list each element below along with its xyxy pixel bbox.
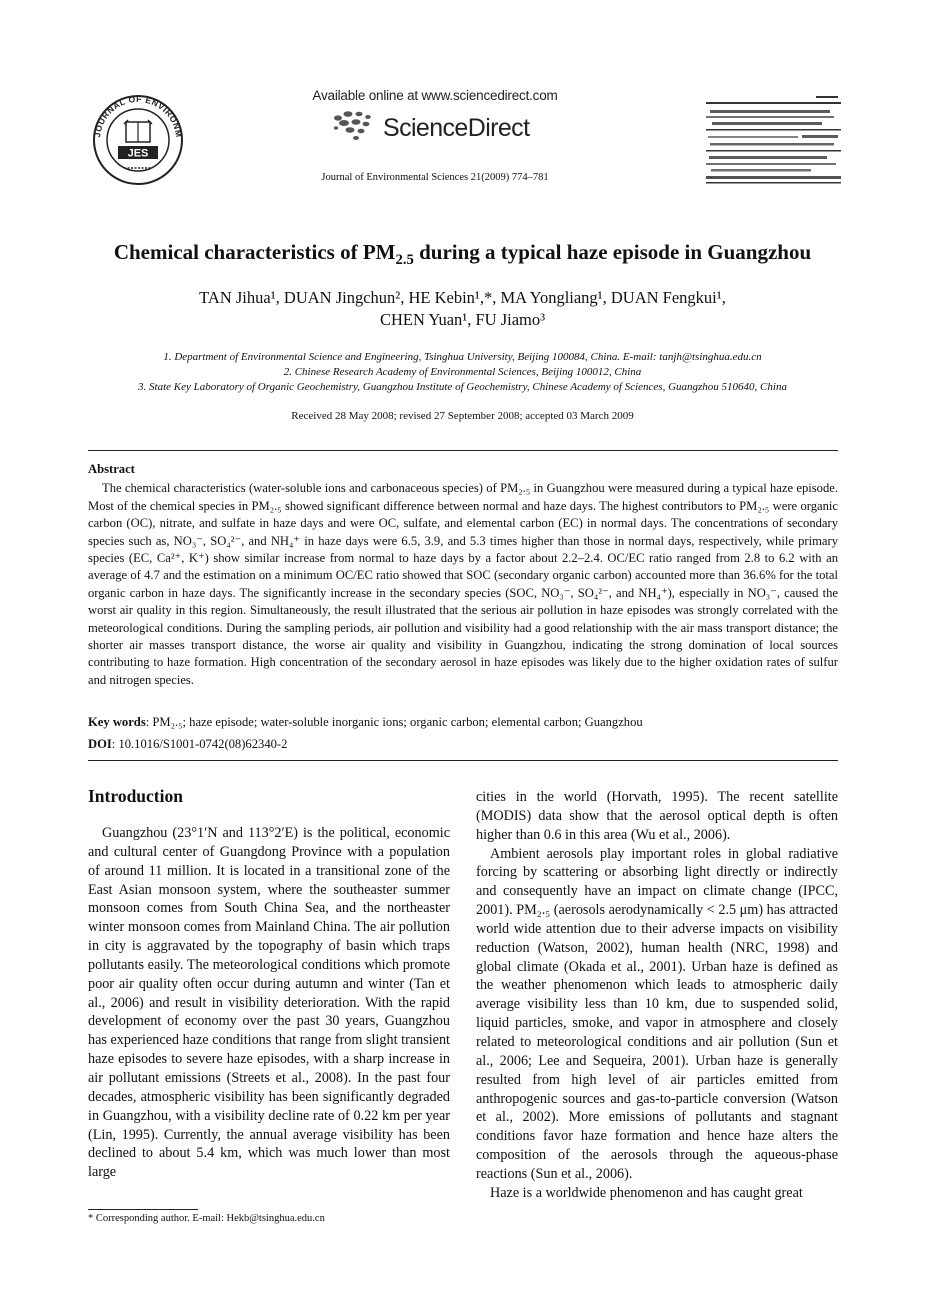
abstract-section bbox=[88, 461, 838, 689]
journal-masthead-image bbox=[706, 96, 841, 184]
author-list bbox=[120, 287, 805, 331]
publisher-name: ScienceDirect bbox=[383, 114, 530, 142]
body-column-left bbox=[88, 824, 450, 1182]
introduction-heading: Introduction bbox=[88, 786, 183, 806]
keywords-text: : PM₂.₅; haze episode; water-soluble inorganic ions; organic carbon; elemental carbon; Guangzhou bbox=[145, 715, 643, 729]
journal-reference: Journal of Environmental Sciences 21(2009) 774–781 bbox=[321, 172, 549, 183]
authors-line-2: CHEN Yuan¹, FU Jiamo³ bbox=[379, 310, 546, 329]
received-dates: Received 28 May 2008; revised 27 September 2008; accepted 03 March 2009 bbox=[291, 410, 634, 422]
logo-badge: JES bbox=[127, 147, 149, 160]
affiliation-2: 2. Chinese Research Academy of Environmental Sciences, Beijing 100012, China bbox=[283, 366, 642, 378]
abstract-heading: Abstract bbox=[88, 462, 135, 476]
affiliation-1: 1. Department of Environmental Science and Engineering, Tsinghua University, Beijing 100084, China. E-mail: tanjh@tsinghua.edu.cn bbox=[163, 351, 762, 363]
divider-bottom bbox=[88, 760, 838, 761]
affiliation-3: 3. State Key Laboratory of Organic Geochemistry, Guangzhou Institute of Geochemistry, Chinese Academy of Sciences, Guangzhou 510640, China bbox=[138, 381, 787, 393]
journal-logo bbox=[88, 94, 188, 186]
keywords bbox=[88, 715, 838, 730]
doi-label: DOI bbox=[88, 737, 112, 751]
doi bbox=[88, 737, 838, 752]
body-column-right bbox=[476, 788, 838, 1203]
title-subscript: 2.5 bbox=[395, 252, 414, 269]
doi-text[interactable]: : 10.1016/S1001-0742(08)62340-2 bbox=[111, 737, 288, 751]
sciencedirect-dots-icon bbox=[328, 108, 380, 148]
divider-top bbox=[88, 450, 838, 451]
footnote-rule bbox=[88, 1209, 198, 1210]
abstract-text: The chemical characteristics (water-soluble ions and carbonaceous species) of PM₂.₅ in Guangzhou were measured during a typical haze episode. Most of the chemical species in PM₂.₅ showed significant difference between normal and haze days. The highest contributors to PM₂.₅ were organic carbon (OC), nitrate, and sulfate in haze days and were OC, sulfate, and elemental carbon (EC) in normal days. The concentrations of secondary species such as, NO₃⁻, SO₄²⁻, and NH₄⁺ in haze days were 6.5, 3.9, and 5.3 times higher than those in normal days, respectively, while primary species (EC, Ca²⁺, K⁺) show similar increase from normal to haze days by a factor about 2.2–2.4. OC/EC ratio ranged from 2.8 to 6.2 with an average of 4.7 and the estimation on a minimum OC/EC ratio showed that SOC (secondary organic carbon) accounted more than 36.6% for the total organic carbon in haze days. The significantly increase in the secondary species (SOC, NO₃⁻, SO₄²⁻, and NH₄⁺), especially in NO₃⁻, caused the worst air quality in this region. Simultaneously, the result illustrated that the serious air pollution in haze episodes was strongly correlated with the meteorological conditions. During the sampling periods, air pollution and visibility had a good relationship with the air mass transport distance; the shorter air masses transport distance, the worse air quality and visibility in Guangzhou, indicating the strong domination of local sources contributing to haze formation. High concentration of the secondary aerosol in haze episodes was likely due to the higher oxidation rates of sulfur and nitrogen species. bbox=[88, 481, 838, 687]
intro-paragraph-1: Guangzhou (23°1′N and 113°2′E) is the political, economic and cultural center of Guangdong Province with a population of around 11 million. It is located in a transitional zone of the East Asian monsoon system, where the southeaster summer monsoon comes from South China Sea, and the northeaster winter monsoon comes from Mainland China. The air pollution in city is aggravated by the topography of basin which traps pollutants easily. The meteorological conditions which promote poor air quality often occur during autumn and winter (Tan et al., 2006) and result in visibility deterioration. With the rapid development of economy over the past 30 years, Guangzhou has experienced haze conditions that range from slight transient haze episodes to severe haze episodes, with a sharp increase in air pollutant emissions (Streets et al., 2008). In the past four decades, atmospheric visibility has been significantly degraded in Guangzhou, with a visibility decline rate of 0.22 km per year (Lin, 1995). Currently, the annual average visibility has been declined to about 5.4 km, which was much lower than most large bbox=[88, 825, 450, 1181]
keywords-label: Key words bbox=[88, 715, 146, 729]
intro-paragraph-2: Ambient aerosols play important roles in global radiative forcing by scattering or absorbing light directly or indirectly and consequently have an impact on climate change (IPCC, 2001). PM₂.₅ (aerosols aerodynamically < 2.5 μm) has attracted world wide attention due to their adverse impacts on visibility reduction (Watson, 2002), human health (NRC, 1998) and global climate (Okada et al., 2001). Urban haze is defined as the weather phenomenon which leads to atmospheric daily average visibility less than 10 km, due to suspended solid, liquid particles, smoke, and vapor in atmosphere and closely related to meteorological conditions and air pollution (Sun et al., 2006; Lee and Sequeira, 2001). Urban haze is generally resulted from high level of air particles emitted from anthropogenic sources and gas-to-particle conversion (Watson et al., 2002). More emissions of pollutants and stagnant conditions favor haze formation and hence haze alters the composition of the aerosols through the aqueous-phase reactions (Sun et al., 2006). bbox=[476, 845, 838, 1182]
available-online-text: Available online at www.sciencedirect.com bbox=[312, 88, 558, 103]
intro-paragraph-3: Haze is a worldwide phenomenon and has caught great bbox=[490, 1184, 803, 1201]
title-part-1: Chemical characteristics of PM bbox=[113, 240, 396, 264]
authors-line-1: TAN Jihua¹, DUAN Jingchun², HE Kebin¹,*, MA Yongliang¹, DUAN Fengkui¹, bbox=[199, 288, 726, 307]
sciencedirect-logo bbox=[328, 108, 558, 148]
affiliations bbox=[60, 350, 865, 395]
footnote-corresponding-author: * Corresponding author. E-mail: Hekb@tsinghua.edu.cn bbox=[88, 1213, 325, 1224]
intro-paragraph-1-continued: cities in the world (Horvath, 1995). The recent satellite (MODIS) data show that the aerosol optical depth is often higher than 0.6 in this area (Wu et al., 2006). bbox=[476, 789, 838, 843]
title-part-2: during a typical haze episode in Guangzhou bbox=[413, 240, 812, 264]
logo-ring-text: JOURNAL OF ENVIRONM bbox=[92, 94, 185, 139]
paper-title bbox=[60, 240, 865, 269]
